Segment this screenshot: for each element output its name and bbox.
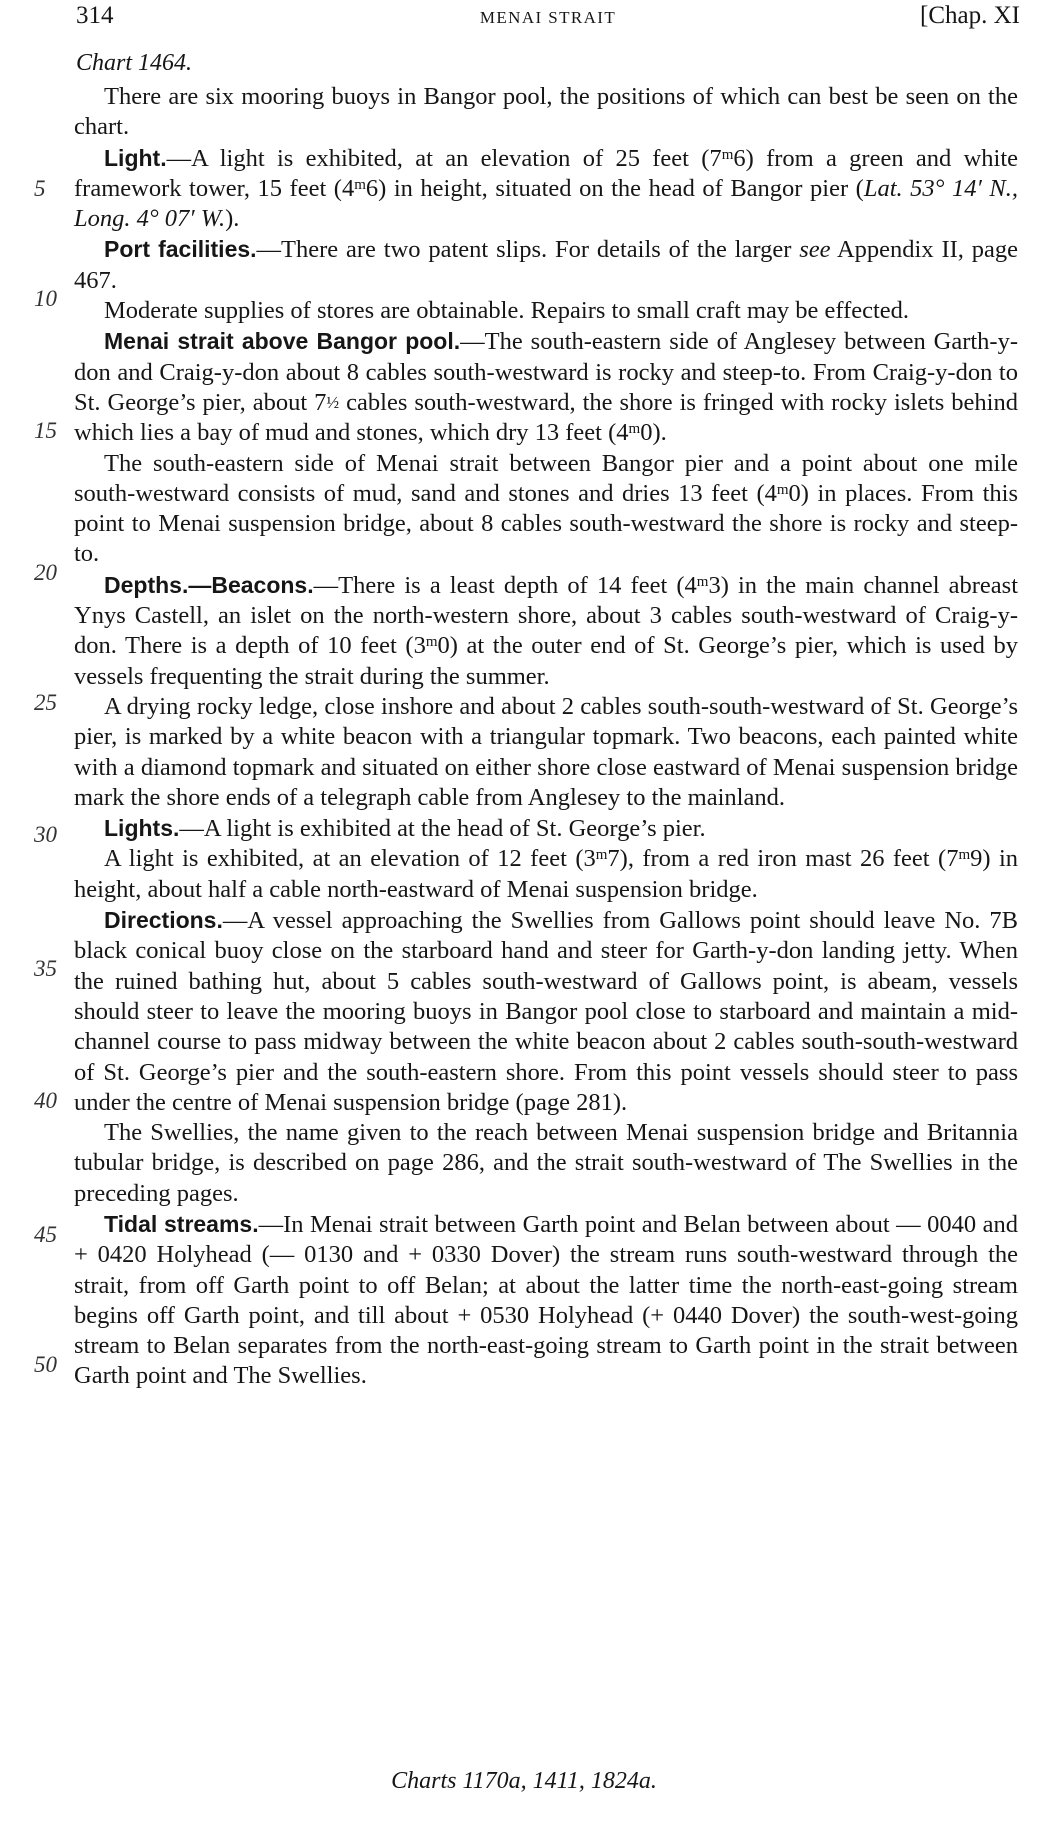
line-number: 40 (34, 1088, 57, 1113)
paragraph-lights: Lights.—A light is exhibited at the head of St. George’s pier. (104, 815, 706, 843)
line-number: 10 (34, 286, 57, 311)
paragraph-mooring-buoys: There are six mooring buoys in Bangor pool, the positions of which can best be seen on the chart. (74, 83, 1018, 141)
position-coordinates: Lat. 53° 14′ N., Long. 4° 07′ W. (74, 174, 1018, 233)
paragraph-red-iron-mast: A light is exhibited, at an elevation of 12 feet (3$^m$7), from a red iron mast 26 feet (7$^m$9) in height, about half a cable north-eastward of Menai suspension bridge. (74, 845, 1018, 903)
line-number: 25 (34, 690, 57, 715)
heading-menai-strait: Menai strait above Bangor pool. (104, 328, 461, 355)
chapter-label: [Chap. XI (920, 2, 1020, 29)
paragraph-supplies: Moderate supplies of stores are obtainable. Repairs to small craft may be effected. (104, 297, 910, 325)
page-number: 314 (76, 2, 114, 29)
running-title: MENAI STRAIT (479, 8, 617, 27)
paragraph-menai-strait: Menai strait above Bangor pool.—The south-eastern side of Anglesey between Garth-y-don and Craig-y-don about 8 cables south-westward is rocky and steep-to. From Craig-y-don to St. George’s pier, about 7½ cables south-westward, the shore is fringed with rocky islets behind which lies a bay of mud and stones, which dry 13 feet (4$^m$0). (74, 328, 1018, 447)
heading-port-facilities: Port facilities. (104, 236, 257, 263)
heading-lights: Lights. (104, 815, 180, 842)
line-number: 50 (34, 1352, 57, 1377)
paragraph-swellies: The Swellies, the name given to the reach between Menai suspension bridge and Britannia tubular bridge, is described on page 286, and the strait south-westward of The Swellies in the preceding pages. (74, 1119, 1018, 1207)
paragraph-port-facilities: Port facilities.—There are two patent slips. For details of the larger see Appendix II, page 467. (74, 236, 1018, 294)
line-number: 35 (34, 956, 57, 981)
line-number: 20 (34, 560, 57, 585)
paragraph-tidal-streams: Tidal streams.—In Menai strait between Garth point and Belan between about — 0040 and + 0420 Holyhead (— 0130 and + 0330 Dover) the stream runs south-westward through the strait, from off Garth point to off Belan; at about the latter time the north-east-going stream begins off Garth point, and till about + 0530 Holyhead (+ 0440 Dover) the south-west-going stream to Belan separates from the north-east-going stream to Garth point in the strait between Garth point and The Swellies. (74, 1210, 1018, 1390)
paragraph-south-eastern-side: The south-eastern side of Menai strait between Bangor pier and a point about one mile south-westward consists of mud, sand and stones and dries 13 feet (4$^m$0) in places. From this point to Menai suspension bridge, about 8 cables south-westward the shore is rocky and steep-to. (74, 449, 1018, 568)
heading-tidal-streams: Tidal streams. (104, 1210, 259, 1237)
body-text (74, 82, 1018, 1392)
chart-reference: Chart 1464. (76, 50, 193, 76)
line-number: 30 (34, 822, 57, 847)
paragraph-light: Light.—A light is exhibited, at an elevation of 25 feet (7$^m$6) from a green and white framework tower, 15 feet (4$^m$6) in height, situated on the head of Bangor pier (Lat. 53° 14′ N., Long. 4° 07′ W.). (74, 144, 1019, 233)
heading-light: Light. (104, 144, 167, 171)
paragraph-directions: Directions.—A vessel approaching the Swellies from Gallows point should leave No. 7B black conical buoy close on the starboard hand and steer for Garth-y-don landing jetty. When the ruined bathing hut, about 5 cables south-westward of Gallows point, is abeam, vessels should steer to leave the mooring buoys in Bangor pool close to starboard and maintain a mid-channel course to pass midway between the white beacon about 2 cables south-south-westward of St. George’s pier and the south-eastern shore. From this point vessels should steer to pass under the centre of Menai suspension bridge (page 281). (74, 907, 1018, 1116)
heading-directions: Directions. (104, 907, 223, 934)
footer-chart-reference: Charts 1170a, 1411, 1824a. (391, 1768, 657, 1794)
line-number: 45 (34, 1222, 57, 1247)
paragraph-rocky-ledge: A drying rocky ledge, close inshore and about 2 cables south-south-westward of St. George’s pier, is marked by a white beacon with a triangular topmark. Two beacons, each painted white with a diamond topmark and situated on either shore close eastward of Menai suspension bridge mark the shore ends of a telegraph cable from Anglesey to the mainland. (74, 692, 1018, 811)
heading-depths-beacons: Depths.—Beacons. (104, 571, 314, 598)
line-number: 15 (34, 418, 57, 443)
line-number: 5 (34, 176, 46, 201)
paragraph-depths-beacons: Depths.—Beacons.—There is a least depth of 14 feet (4$^m$3) in the main channel abreast Ynys Castell, an islet on the north-western shore, about 3 cables south-westward of Craig-y-don. There is a depth of 10 feet (3$^m$0) at the outer end of St. George’s pier, which is used by vessels frequenting the strait during the summer. (74, 571, 1019, 690)
page-header (76, 2, 1020, 38)
